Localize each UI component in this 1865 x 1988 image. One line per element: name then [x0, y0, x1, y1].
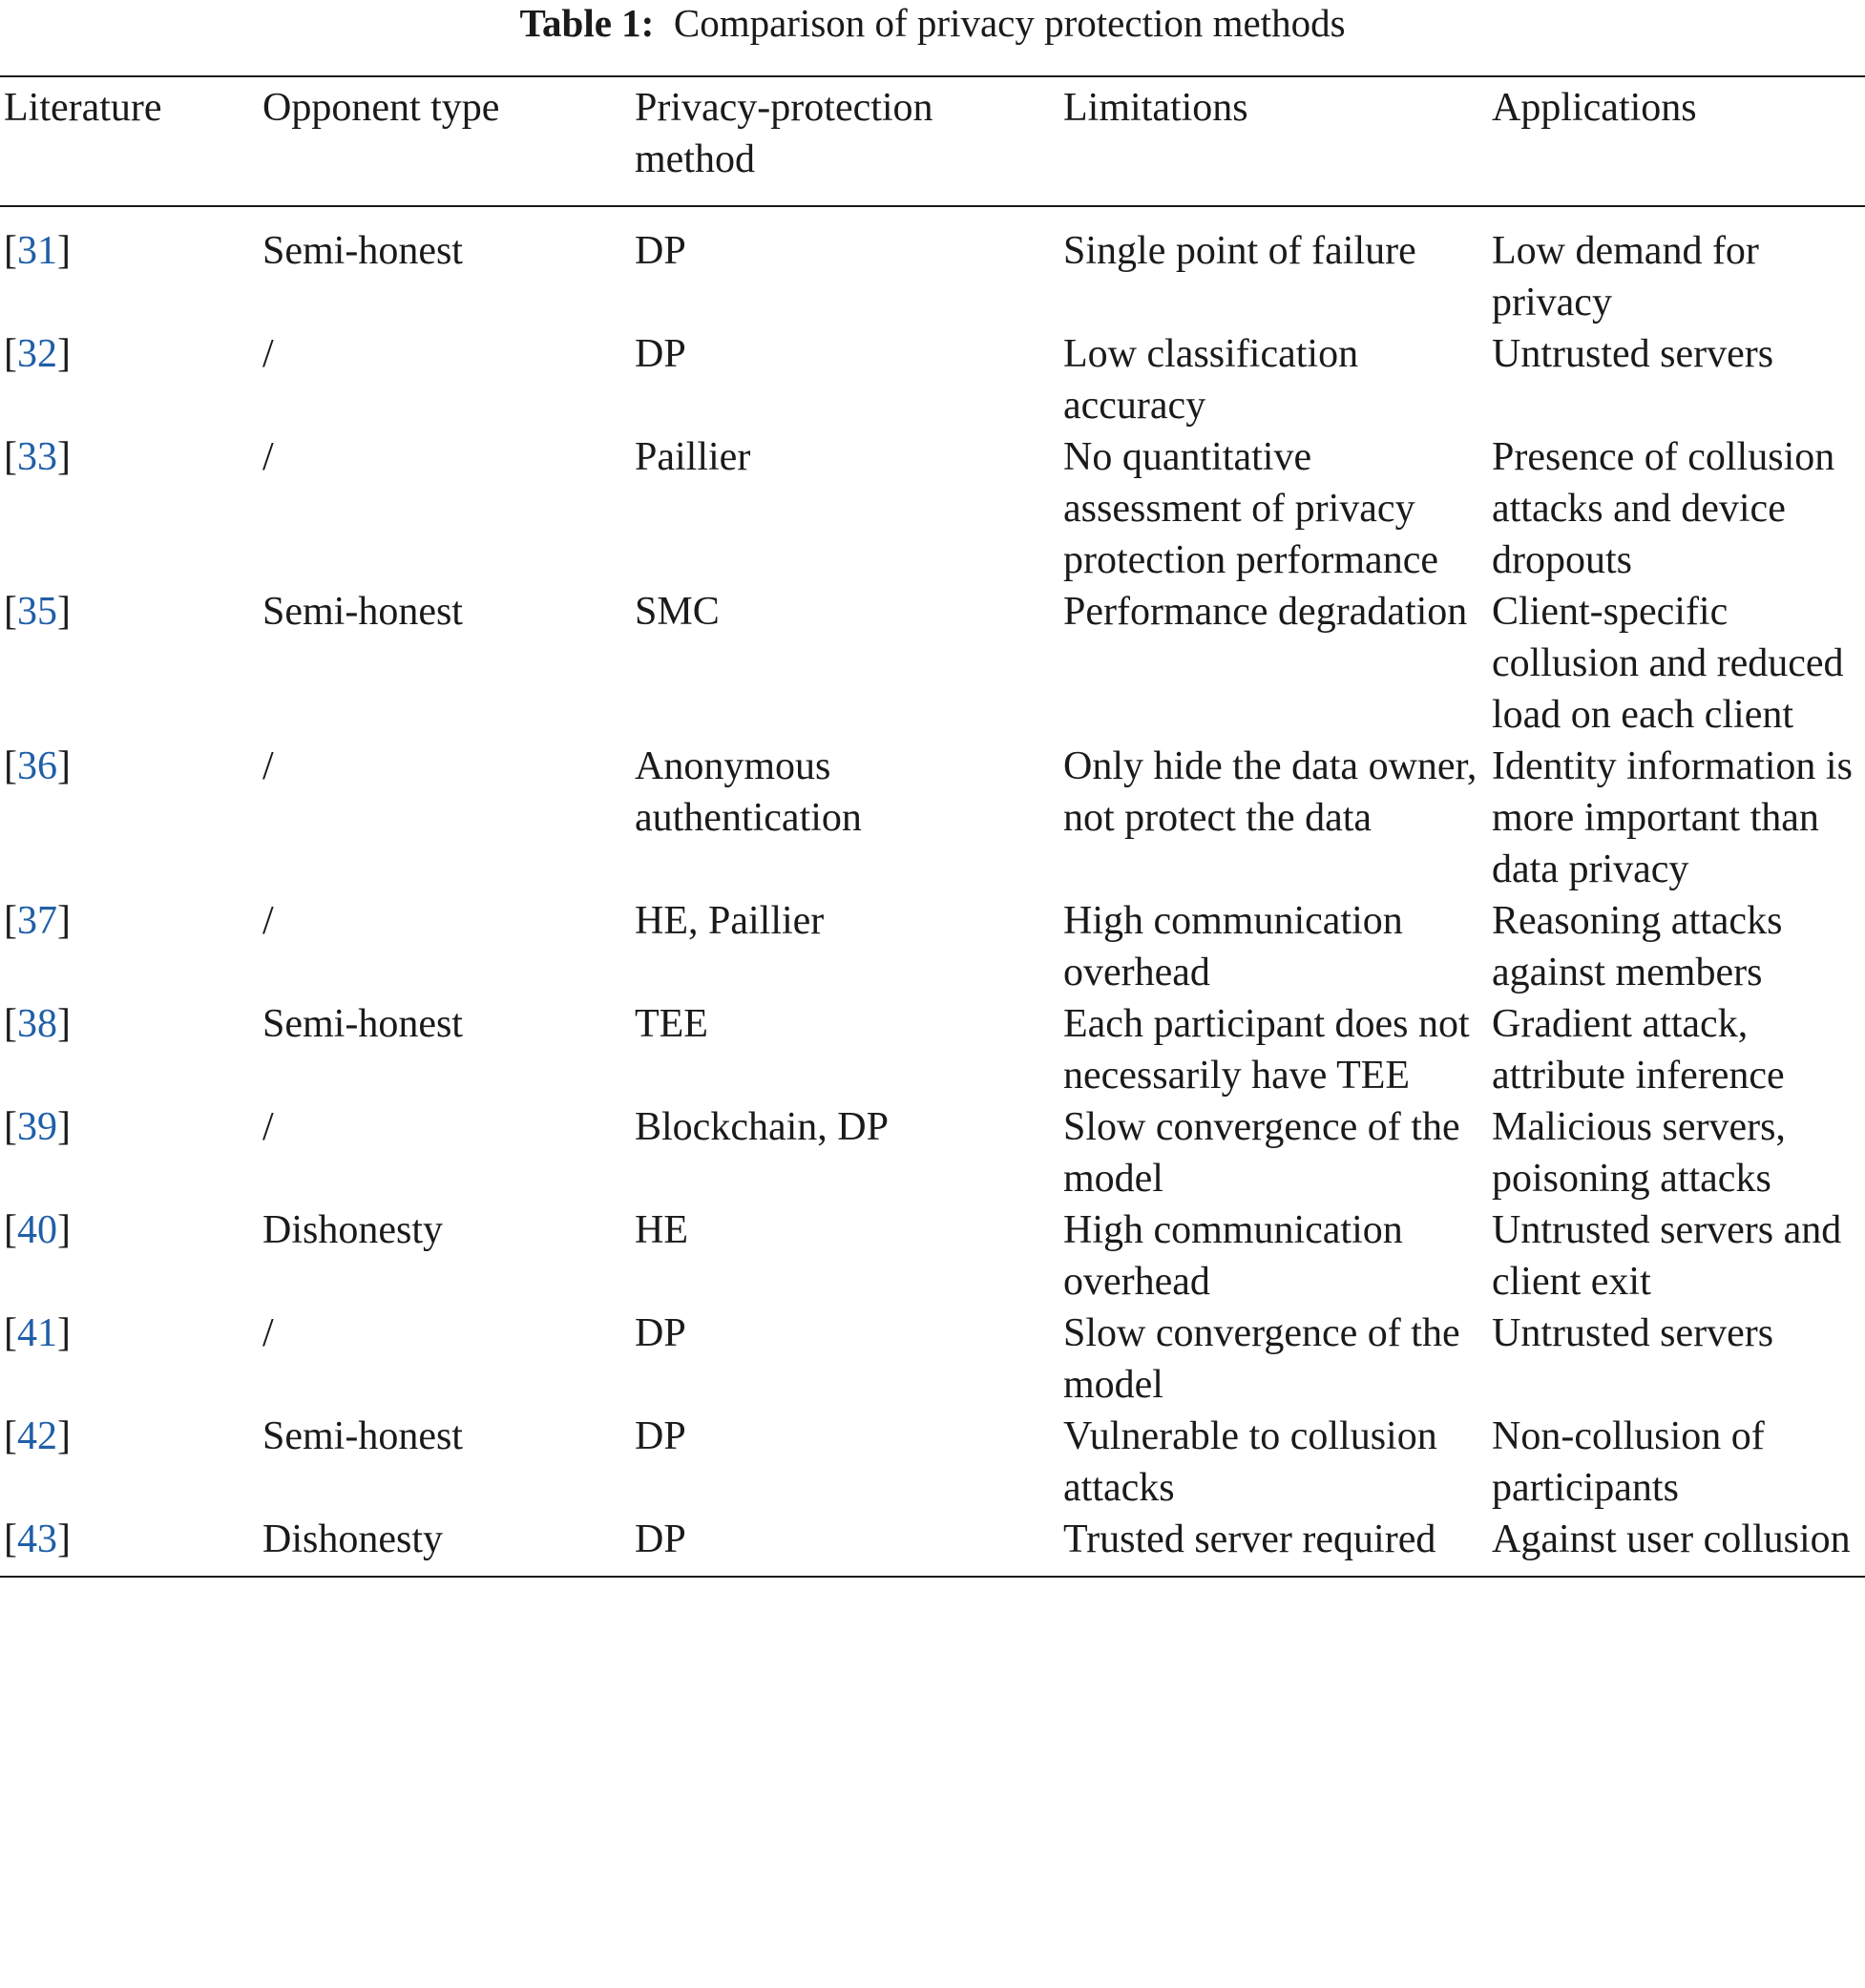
cell-privacy-protection-method: Paillier	[635, 435, 751, 479]
cell-applications: Untrusted servers	[1492, 332, 1774, 376]
header-limitations: Limitations	[1063, 86, 1248, 130]
comparison-table	[0, 75, 1865, 1578]
cell-opponent-type: Semi-honest	[262, 1414, 463, 1458]
bracket-close: ]	[57, 744, 71, 788]
cell-literature	[0, 586, 262, 741]
cell-literature	[0, 741, 262, 895]
table-row	[0, 895, 1865, 998]
bracket-open: [	[4, 435, 17, 479]
reference-link[interactable]: 39	[17, 1105, 57, 1149]
table-row	[0, 1204, 1865, 1308]
header-privacy-protection-method: Privacy-protection method	[635, 86, 933, 181]
cell-literature	[0, 328, 262, 431]
bracket-close: ]	[57, 332, 71, 376]
cell-privacy-protection-method: HE, Paillier	[635, 899, 825, 943]
cell-privacy-protection-method: DP	[635, 1517, 686, 1561]
bracket-close: ]	[57, 899, 71, 943]
header-opponent-type: Opponent type	[262, 86, 500, 130]
cell-literature	[0, 1204, 262, 1308]
cell-literature	[0, 431, 262, 586]
cell-applications: Untrusted servers and client exit	[1492, 1208, 1842, 1304]
cell-literature	[0, 1411, 262, 1514]
cell-applications: Malicious servers, poisoning attacks	[1492, 1105, 1786, 1201]
cell-opponent-type: /	[262, 1311, 274, 1355]
bracket-open: [	[4, 1517, 17, 1561]
bracket-close: ]	[57, 229, 71, 273]
reference-link[interactable]: 32	[17, 332, 57, 376]
bracket-close: ]	[57, 1002, 71, 1046]
cell-limitations: High communication overhead	[1063, 1208, 1403, 1304]
bracket-close: ]	[57, 1517, 71, 1561]
cell-limitations: Slow convergence of the model	[1063, 1311, 1460, 1407]
cell-literature	[0, 1101, 262, 1204]
cell-opponent-type: /	[262, 1105, 274, 1149]
bracket-close: ]	[57, 1414, 71, 1458]
cell-literature	[0, 206, 262, 328]
cell-privacy-protection-method: TEE	[635, 1002, 708, 1046]
cell-limitations: Single point of failure	[1063, 229, 1416, 273]
reference-link[interactable]: 36	[17, 744, 57, 788]
table-row	[0, 328, 1865, 431]
cell-applications: Low demand for privacy	[1492, 229, 1759, 324]
cell-opponent-type: /	[262, 332, 274, 376]
cell-opponent-type: /	[262, 435, 274, 479]
bracket-open: [	[4, 1414, 17, 1458]
cell-opponent-type: /	[262, 899, 274, 943]
cell-applications: Presence of collusion attacks and device dropouts	[1492, 435, 1835, 582]
reference-link[interactable]: 43	[17, 1517, 57, 1561]
cell-literature	[0, 998, 262, 1101]
bracket-open: [	[4, 899, 17, 943]
cell-applications: Non-collusion of participants	[1492, 1414, 1765, 1510]
bracket-open: [	[4, 1105, 17, 1149]
table-row	[0, 431, 1865, 586]
cell-privacy-protection-method: DP	[635, 332, 686, 376]
cell-literature	[0, 895, 262, 998]
cell-applications: Identity information is more important than data privacy	[1492, 744, 1853, 891]
cell-privacy-protection-method: SMC	[635, 590, 720, 634]
bracket-open: [	[4, 1002, 17, 1046]
cell-privacy-protection-method: DP	[635, 1414, 686, 1458]
table-caption	[0, 0, 1865, 46]
table-row	[0, 1514, 1865, 1577]
bracket-open: [	[4, 744, 17, 788]
reference-link[interactable]: 31	[17, 229, 57, 273]
cell-limitations: Vulnerable to collusion attacks	[1063, 1414, 1437, 1510]
bracket-open: [	[4, 229, 17, 273]
caption-title: Comparison of privacy protection methods	[673, 1, 1346, 45]
table-row	[0, 1308, 1865, 1411]
cell-limitations: Performance degradation	[1063, 590, 1468, 634]
table-row	[0, 998, 1865, 1101]
reference-link[interactable]: 33	[17, 435, 57, 479]
cell-privacy-protection-method: Anonymous authentication	[635, 744, 862, 840]
bracket-close: ]	[57, 1311, 71, 1355]
table-row	[0, 741, 1865, 895]
cell-applications: Client-specific collusion and reduced load on each client	[1492, 590, 1844, 737]
reference-link[interactable]: 35	[17, 590, 57, 634]
cell-applications: Untrusted servers	[1492, 1311, 1774, 1355]
bracket-close: ]	[57, 1105, 71, 1149]
table-body	[0, 206, 1865, 1577]
cell-limitations: Low classification accuracy	[1063, 332, 1359, 428]
table-container	[0, 75, 1865, 1578]
bracket-open: [	[4, 1311, 17, 1355]
cell-limitations: Only hide the data owner, not protect the data	[1063, 744, 1477, 840]
table-row	[0, 206, 1865, 328]
cell-opponent-type: Semi-honest	[262, 229, 463, 273]
cell-applications: Gradient attack, attribute inference	[1492, 1002, 1785, 1098]
reference-link[interactable]: 37	[17, 899, 57, 943]
cell-opponent-type: Dishonesty	[262, 1517, 443, 1561]
cell-limitations: Slow convergence of the model	[1063, 1105, 1460, 1201]
cell-opponent-type: Dishonesty	[262, 1208, 443, 1252]
cell-limitations: Each participant does not necessarily have TEE	[1063, 1002, 1470, 1098]
bracket-open: [	[4, 590, 17, 634]
bracket-open: [	[4, 1208, 17, 1252]
cell-applications: Against user collusion	[1492, 1517, 1851, 1561]
cell-privacy-protection-method: Blockchain, DP	[635, 1105, 889, 1149]
table-row	[0, 586, 1865, 741]
cell-privacy-protection-method: DP	[635, 1311, 686, 1355]
bracket-close: ]	[57, 590, 71, 634]
reference-link[interactable]: 40	[17, 1208, 57, 1252]
cell-literature	[0, 1514, 262, 1577]
bracket-close: ]	[57, 435, 71, 479]
header-literature: Literature	[4, 86, 162, 130]
table-header-row	[0, 76, 1865, 206]
cell-opponent-type: Semi-honest	[262, 1002, 463, 1046]
cell-privacy-protection-method: HE	[635, 1208, 688, 1252]
cell-applications: Reasoning attacks against members	[1492, 899, 1783, 994]
caption-label: Table 1:	[519, 1, 655, 45]
reference-link[interactable]: 41	[17, 1311, 57, 1355]
cell-privacy-protection-method: DP	[635, 229, 686, 273]
cell-limitations: No quantitative assessment of privacy protection performance	[1063, 435, 1438, 582]
header-applications: Applications	[1492, 86, 1697, 130]
reference-link[interactable]: 42	[17, 1414, 57, 1458]
cell-limitations: Trusted server required	[1063, 1517, 1436, 1561]
bracket-open: [	[4, 332, 17, 376]
bracket-close: ]	[57, 1208, 71, 1252]
cell-opponent-type: /	[262, 744, 274, 788]
reference-link[interactable]: 38	[17, 1002, 57, 1046]
cell-opponent-type: Semi-honest	[262, 590, 463, 634]
cell-literature	[0, 1308, 262, 1411]
table-row	[0, 1101, 1865, 1204]
cell-limitations: High communication overhead	[1063, 899, 1403, 994]
table-row	[0, 1411, 1865, 1514]
